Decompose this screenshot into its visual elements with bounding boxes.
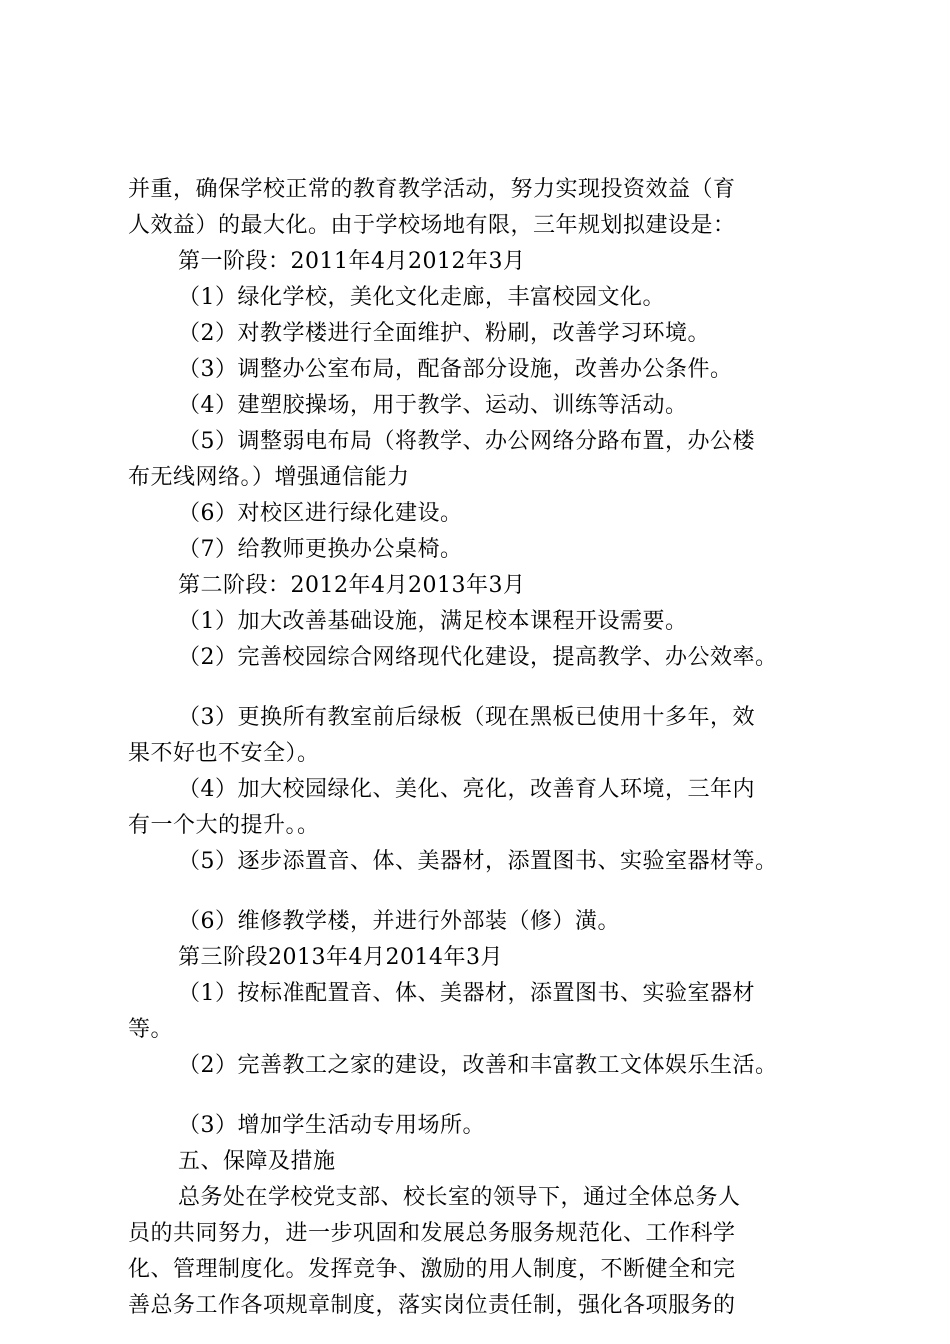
list-item: （5）调整弱电布局（将教学、办公网络分路布置，办公楼 — [178, 429, 755, 454]
section-heading-stage-one: 第一阶段：2011年4月2012年3月 — [178, 249, 526, 274]
paragraph-line: 化、管理制度化。发挥竞争、激励的用人制度，不断健全和完 — [128, 1257, 736, 1282]
text-line: 人效益）的最大化。由于学校场地有限，三年规划拟建设是： — [128, 213, 736, 238]
list-item: （3）增加学生活动专用场所。 — [178, 1113, 485, 1138]
section-heading-guarantees: 五、保障及措施 — [178, 1149, 336, 1174]
list-item: （2）对教学楼进行全面维护、粉刷，改善学习环境。 — [178, 321, 710, 346]
paragraph-line: 员的共同努力，进一步巩固和发展总务服务规范化、工作科学 — [128, 1221, 736, 1246]
section-heading-stage-three: 第三阶段2013年4月2014年3月 — [178, 945, 503, 970]
list-item: （4）建塑胶操场，用于教学、运动、训练等活动。 — [178, 393, 688, 418]
list-item: （6）维修教学楼，并进行外部装（修）潢。 — [178, 909, 620, 934]
paragraph-line: 善总务工作各项规章制度，落实岗位责任制，强化各项服务的 — [128, 1293, 736, 1318]
list-item: （6）对校区进行绿化建设。 — [178, 501, 463, 526]
text-line: 有一个大的提升。。 — [128, 813, 320, 838]
text-line: 并重，确保学校正常的教育教学活动，努力实现投资效益（育 — [128, 177, 736, 202]
text-line: 布无线网络。）增强通信能力 — [128, 465, 410, 490]
list-item: （1）加大改善基础设施，满足校本课程开设需要。 — [178, 609, 688, 634]
list-item: （3）调整办公室布局，配备部分设施，改善办公条件。 — [178, 357, 733, 382]
list-item: （7）给教师更换办公桌椅。 — [178, 537, 463, 562]
text-line: 果不好也不安全）。 — [128, 741, 320, 766]
list-item: （3）更换所有教室前后绿板（现在黑板已使用十多年，效 — [178, 705, 755, 730]
list-item: （2）完善校园综合网络现代化建设，提高教学、办公效率。 — [178, 645, 778, 670]
section-heading-stage-two: 第二阶段：2012年4月2013年3月 — [178, 573, 526, 598]
list-item: （4）加大校园绿化、美化、亮化，改善育人环境，三年内 — [178, 777, 755, 802]
text-line: 等。 — [128, 1017, 174, 1042]
paragraph-line: 总务处在学校党支部、校长室的领导下，通过全体总务人 — [178, 1185, 741, 1210]
list-item: （2）完善教工之家的建设，改善和丰富教工文体娱乐生活。 — [178, 1053, 778, 1078]
list-item: （5）逐步添置音、体、美器材，添置图书、实验室器材等。 — [178, 849, 778, 874]
list-item: （1）按标准配置音、体、美器材，添置图书、实验室器材 — [178, 981, 755, 1006]
list-item: （1）绿化学校，美化文化走廊，丰富校园文化。 — [178, 285, 665, 310]
